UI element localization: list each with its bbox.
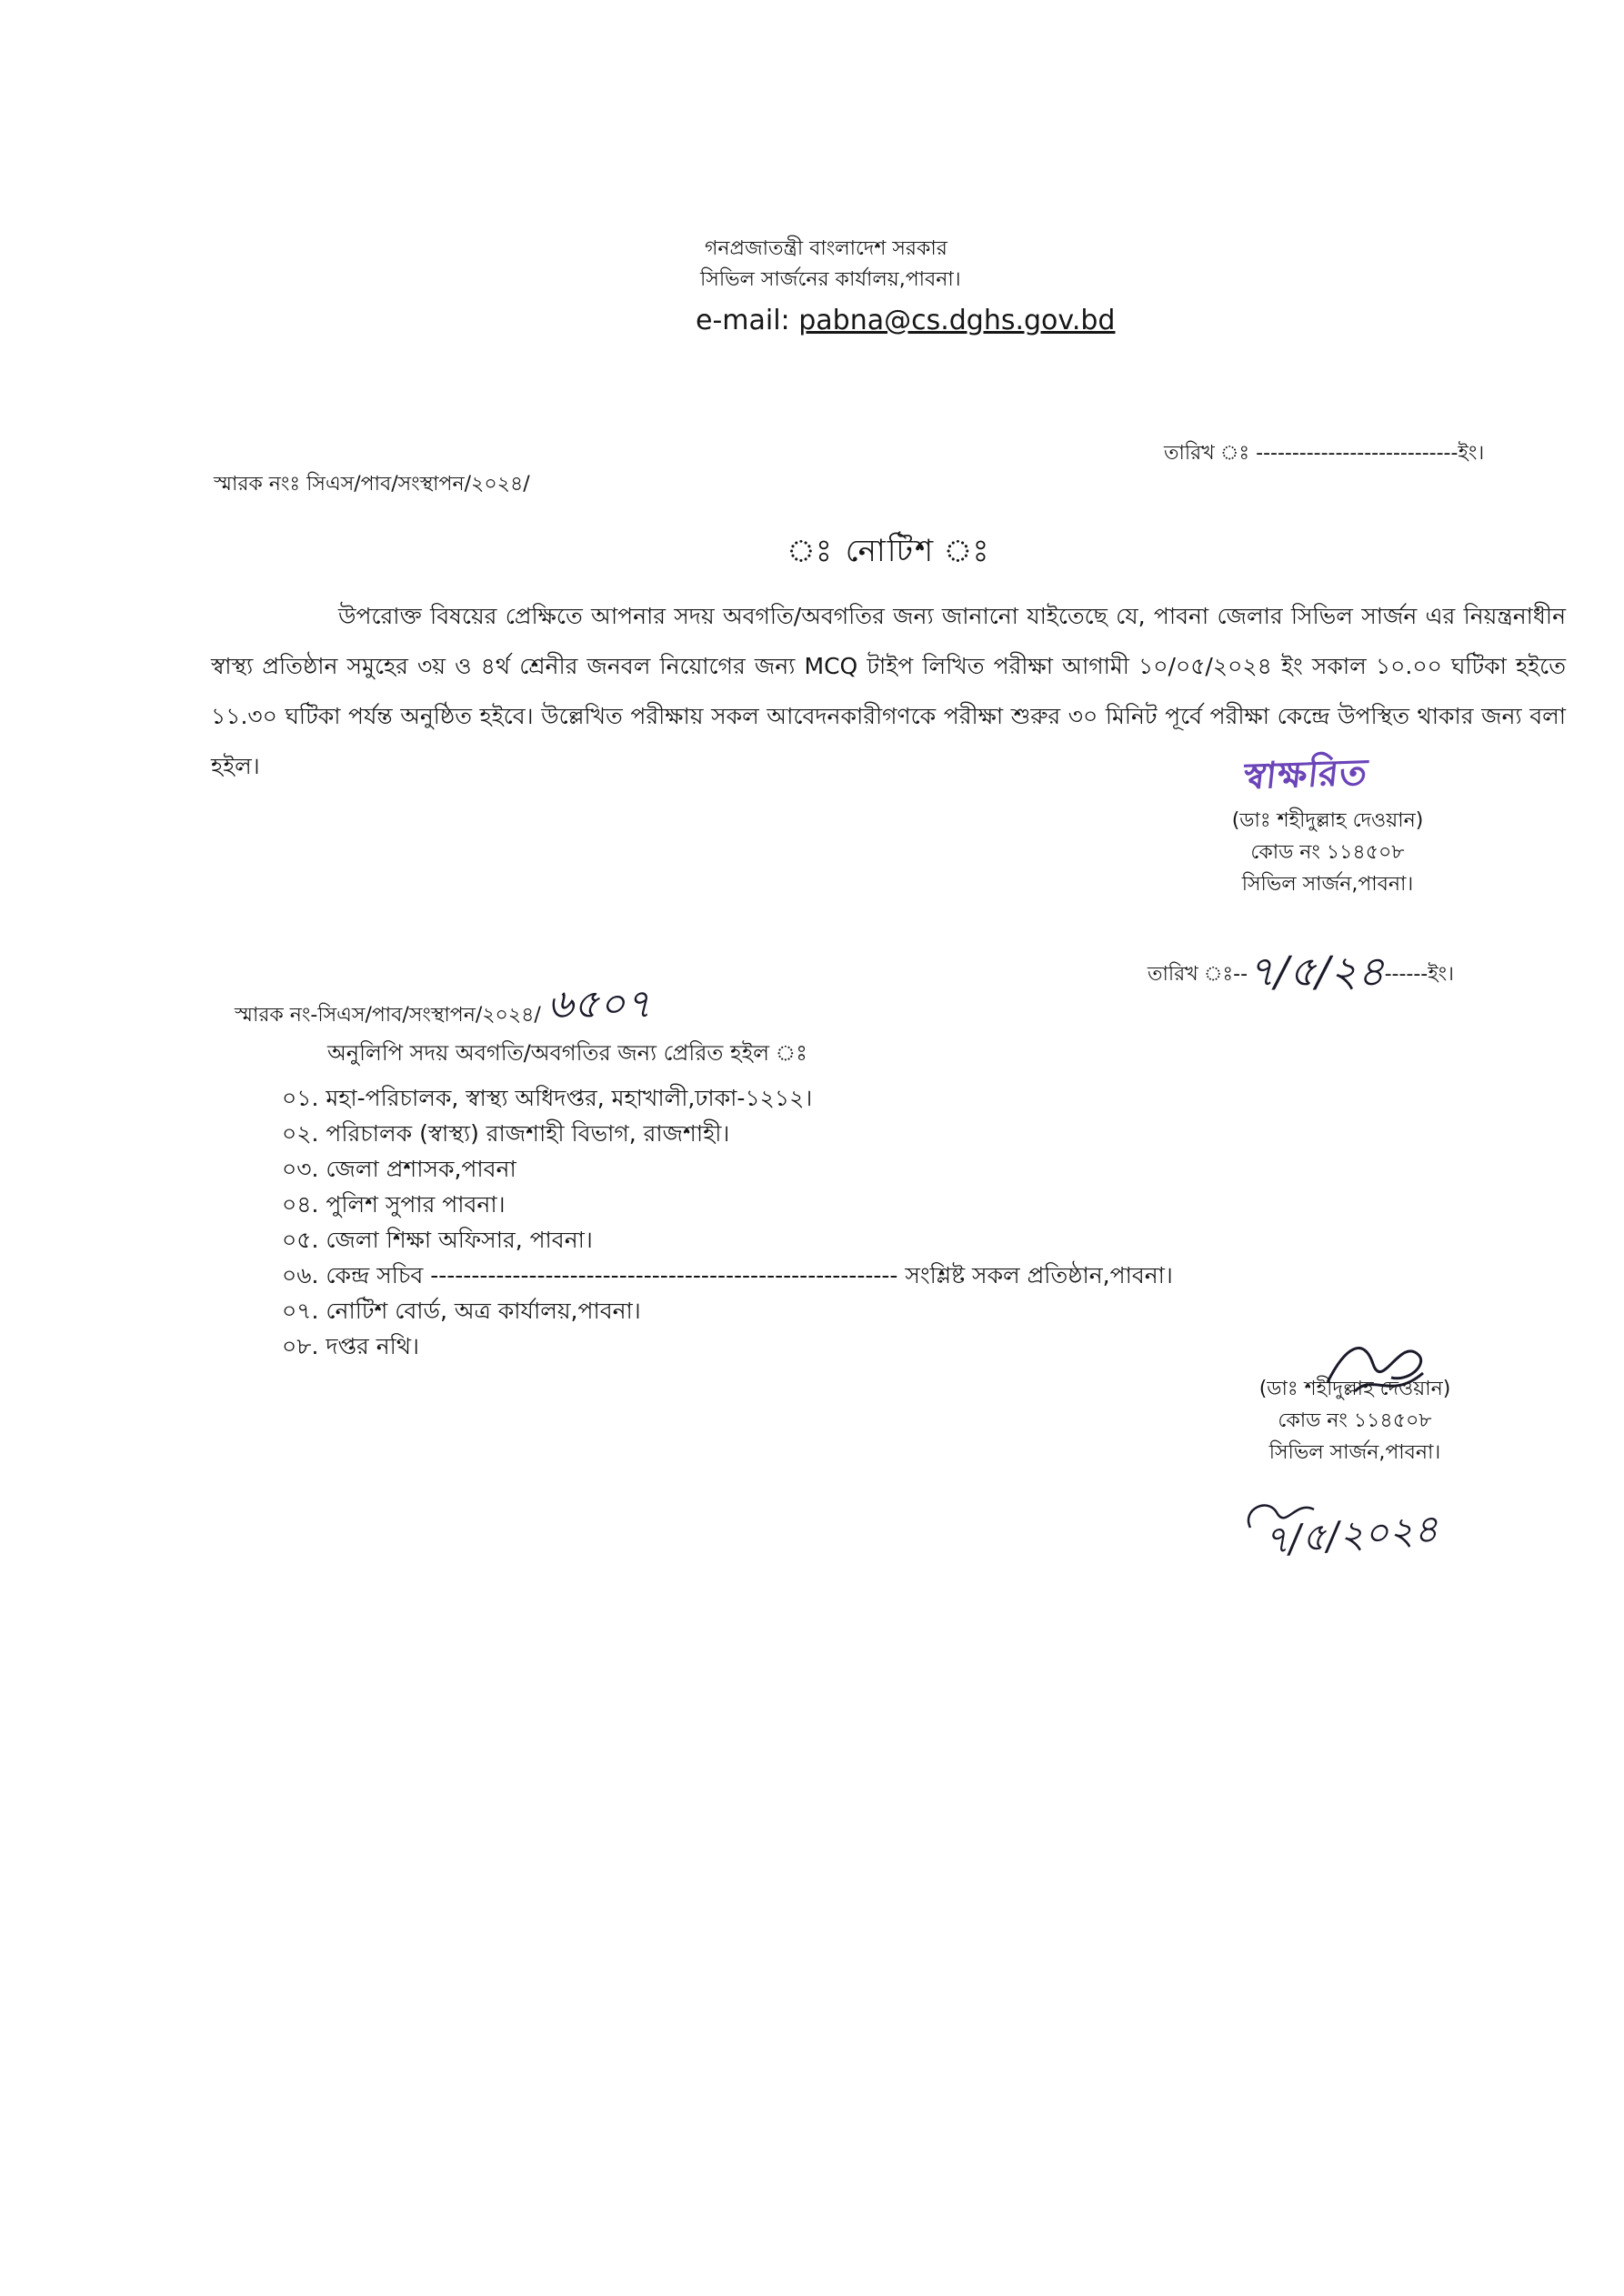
list-item: ০২. পরিচালক (স্বাস্থ্য) রাজশাহী বিভাগ, রাজশাহী। <box>282 1120 730 1147</box>
email-line <box>696 305 1115 336</box>
list-item: ০৬. কেন্দ্র সচিব --------------------------------------------------------- সংশ্লিষ্ট সকল প্রতিষ্ঠান,পাবনা। <box>282 1262 1173 1288</box>
notice-body-text: উপরোক্ত বিষয়ের প্রেক্ষিতে আপনার সদয় অবগতি/অবগতির জন্য জানানো যাইতেছে যে, পাবনা জেলার সিভিল সার্জন এর নিয়ন্ত্রনাধীন স্বাস্থ্য প্রতিষ্ঠান সমুহের ৩য় ও ৪র্থ শ্রেনীর জনবল নিয়োগের জন্য MCQ টাইপ লিখিত পরীক্ষা আগামী ১০/০৫/২০২৪ ইং সকাল ১০.০০ ঘটিকা হইতে ১১.৩০ ঘটিকা পর্যন্ত অনুষ্ঠিত হইবে। উল্লেখিত পরীক্ষায় সকল আবেদনকারীগণকে পরীক্ষা শুরুর ৩০ মিনিট পূর্বে পরীক্ষা কেন্দ্রে উপস্থিত থাকার জন্য বলা হইল। <box>211 603 1566 779</box>
govt-name: গনপ্রজাতন্ত্রী বাংলাদেশ সরকার <box>705 237 947 260</box>
notice-title: ঃ নোটিশ ঃ <box>787 533 991 569</box>
handwritten-date: ৭/৫/২৪ <box>1248 947 1385 996</box>
list-item: ০৪. পুলিশ সুপার পাবনা। <box>282 1191 506 1218</box>
email-label: e-mail: <box>696 305 790 336</box>
signed-seal: স্বাক্ষরিত <box>1241 751 1370 798</box>
handwritten-memo-number: ৬৫০৭ <box>546 981 652 1028</box>
signature-block-2 <box>1218 1373 1491 1469</box>
memo-2-label: স্মারক নং-সিএস/পাব/সংস্থাপন/২০২৪/ <box>235 1004 541 1027</box>
memo-number: স্মারক নংঃ সিএস/পাব/সংস্থাপন/২০২৪/ <box>214 473 530 496</box>
signature-block-1 <box>1191 805 1464 900</box>
signatory-designation-2: সিভিল সার্জন,পাবনা। <box>1268 1441 1441 1464</box>
list-item: ০৭. নোটিশ বোর্ড, অত্র কার্যালয়,পাবনা। <box>282 1298 641 1324</box>
top-date-line: তারিখ ঃ ----------------------------ইং। <box>1164 442 1485 465</box>
copy-intro: অনুলিপি সদয় অবগতি/অবগতির জন্য প্রেরিত হইল ঃ <box>327 1040 807 1066</box>
copy-list <box>282 1080 1173 1364</box>
office-name: সিভিল সার্জনের কার্যালয়,পাবনা। <box>700 268 961 291</box>
list-item: ০৩. জেলা প্রশাসক,পাবনা <box>282 1156 516 1182</box>
list-item: ০৫. জেলা শিক্ষা অফিসার, পাবনা। <box>282 1227 593 1253</box>
date-suffix: ইং। <box>1428 963 1454 986</box>
list-item: ০১. মহা-পরিচালক, স্বাস্থ্য অধিদপ্তর, মহাখালী,ঢাকা-১২১২। <box>282 1085 813 1111</box>
memo-number-2 <box>235 978 651 1044</box>
signatory-designation: সিভিল সার্জন,পাবনা। <box>1241 873 1414 896</box>
signatory-name-2: (ডাঃ শহীদুল্লাহ দেওয়ান) <box>1258 1378 1451 1400</box>
signature-date-1: তারিখ ঃ--৭/৫/২৪------ইং। <box>1148 947 1454 996</box>
list-item: ০৮. দপ্তর নথি। <box>282 1333 419 1359</box>
signatory-code: কোড নং ১১৪৫০৮ <box>1250 841 1405 864</box>
signatory-name: (ডাঃ শহীদুল্লাহ দেওয়ান) <box>1231 809 1424 832</box>
handwritten-date-2: ৭/৫/২০২৪ <box>1262 1506 1440 1563</box>
date-label: তারিখ ঃ <box>1148 963 1234 986</box>
email-address: pabna@cs.dghs.gov.bd <box>798 305 1116 336</box>
signatory-code-2: কোড নং ১১৪৫০৮ <box>1278 1409 1432 1432</box>
